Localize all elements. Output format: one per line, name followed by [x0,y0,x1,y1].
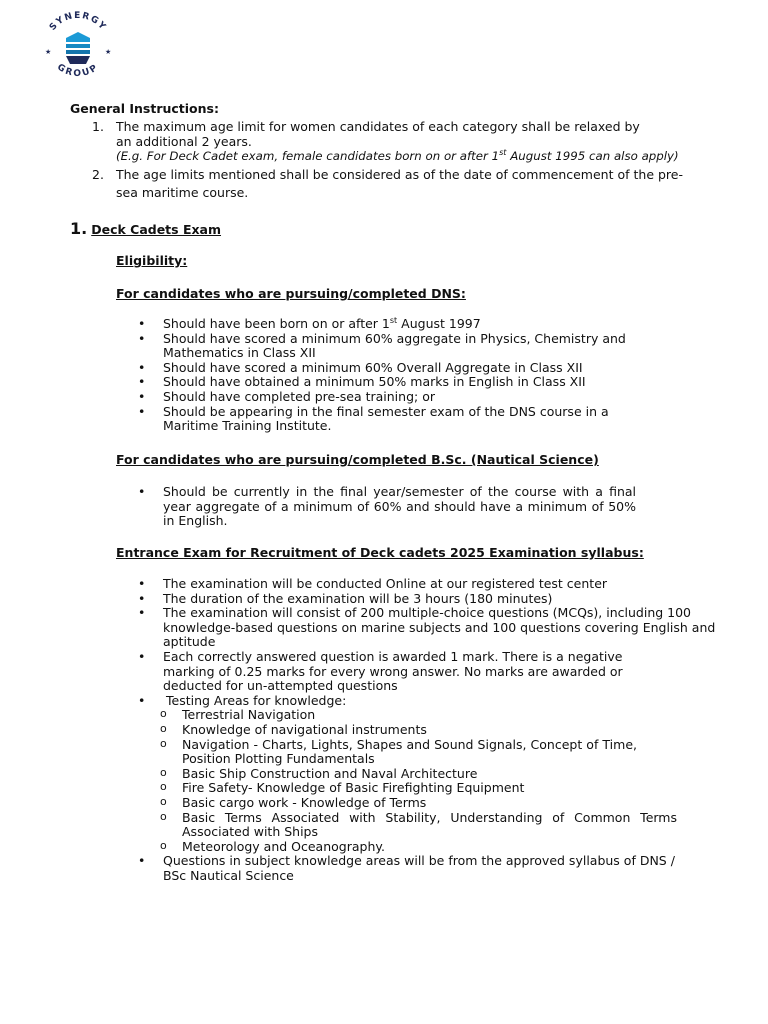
list-item: • The duration of the examination will be 3 hours (180 minutes) [136,592,716,607]
testing-areas-label: • Testing Areas for knowledge: [166,692,347,708]
logo-top-text: SYNERGY [47,10,109,33]
eligibility-heading: Eligibility: [116,253,188,268]
instruction-text: The maximum age limit for women candidates of each category shall be relaxed by [116,119,640,134]
general-instructions-heading: General Instructions: [70,101,219,116]
dns-heading: For candidates who are pursuing/completed DNS: [116,286,466,301]
section-title [70,219,221,238]
instruction-text: The age limits mentioned shall be considered as of the date of commencement of the pre- [116,167,683,182]
bsc-eligibility-list [136,485,636,529]
dns-eligibility-list [136,317,716,434]
list-item: • Should have been born on or after 1st August 1997 [136,317,716,332]
bsc-heading: For candidates who are pursuing/completed B.Sc. (Nautical Science) [116,452,599,467]
list-item: • Questions in subject knowledge areas will be from the approved syllabus of DNS / BSc Nautical Science [136,854,716,883]
list-item: o Basic cargo work - Knowledge of Terms [136,796,716,811]
list-item: • The examination will consist of 200 multiple-choice questions (MCQs), including 100 knowledge-based questions on marine subjects and 100 questions covering English and aptitude [136,606,716,650]
list-item: o Navigation - Charts, Lights, Shapes and Sound Signals, Concept of Time, Position Plotting Fundamentals [136,738,637,767]
list-item: • Each correctly answered question is awarded 1 mark. There is a negative marking of 0.25 marks for every wrong answer. No marks are awarded or deducted for un-attempted questions [136,650,663,694]
instruction-text: an additional 2 years. [116,134,252,149]
list-item [92,119,712,164]
list-item: • The examination will be conducted Online at our registered test center [136,577,716,592]
list-item: o Knowledge of navigational instruments [136,723,716,738]
synergy-group-logo [36,8,120,84]
svg-text:GROUP [55,62,101,79]
list-item [92,167,712,200]
syllabus-list [136,577,716,883]
svg-text:SYNERGY [48,11,108,33]
list-item: o Basic Ship Construction and Naval Architecture [136,767,716,782]
section-name: Deck Cadets Exam [91,222,222,237]
list-item: • Should have scored a minimum 60% Overall Aggregate in Class XII [136,361,716,376]
list-number: 2. [92,167,104,182]
list-item: o Meteorology and Oceanography. [136,840,716,855]
logo-star-icon: ★ [105,48,112,56]
instruction-text: sea maritime course. [116,185,249,200]
list-item: • Should be currently in the final year/semester of the course with a final year aggregate of a minimum of 60% and should have a minimum of 50% in English. [136,485,636,529]
list-item: • Should be appearing in the final semester exam of the DNS course in a Maritime Training Institute. [136,405,716,434]
logo-star-icon: ★ [45,48,52,56]
general-instructions-list [92,119,712,200]
list-item: o Basic Terms Associated with Stability, Understanding of Common Terms Associated with Ships [136,811,677,840]
list-item: o Terrestrial Navigation [136,708,716,723]
list-item: • Should have completed pre-sea training; or [136,390,716,405]
ship-emblem-icon [66,32,90,64]
testing-areas-list [136,708,716,854]
list-item: • Should have scored a minimum 60% aggregate in Physics, Chemistry and Mathematics in Class XII [136,332,716,361]
list-item [136,694,716,855]
section-number: 1. [70,219,88,238]
list-number: 1. [92,119,104,134]
syllabus-heading: Entrance Exam for Recruitment of Deck cadets 2025 Examination syllabus: [116,545,644,560]
list-item: • Should have obtained a minimum 50% marks in English in Class XII [136,375,716,390]
instruction-example: (E.g. For Deck Cadet exam, female candidates born on or after 1st August 1995 can also apply) [116,148,679,163]
logo-bottom-text: GROUP [55,62,101,79]
list-item: o Fire Safety- Knowledge of Basic Firefighting Equipment [136,781,716,796]
